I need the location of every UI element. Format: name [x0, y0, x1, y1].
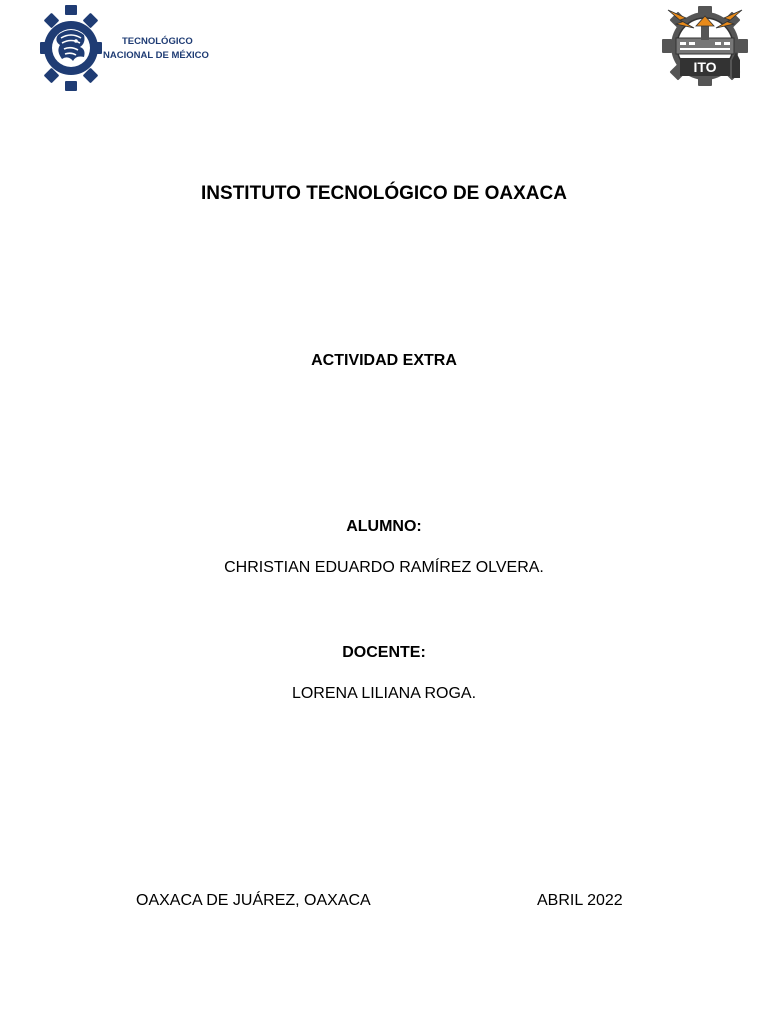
footer-place: OAXACA DE JUÁREZ, OAXACA [136, 892, 371, 909]
ito-logo [660, 4, 750, 90]
tecnm-logo-line2: NACIONAL DE MÉXICO [103, 50, 209, 61]
footer-date: ABRIL 2022 [537, 892, 623, 909]
institution-title: INSTITUTO TECNOLÓGICO DE OAXACA [201, 183, 567, 204]
teacher-label: DOCENTE: [342, 644, 426, 661]
ito-wordmark: ITO [693, 59, 717, 75]
activity-title: ACTIVIDAD EXTRA [311, 352, 457, 369]
tecnm-logo-line1: TECNOLÓGICO [122, 36, 193, 47]
teacher-name: LORENA LILIANA ROGA. [291, 685, 477, 702]
tecnm-gear-eagle-icon [40, 5, 102, 91]
tecnm-logo-text [103, 35, 209, 63]
tecnm-logo [40, 5, 220, 91]
student-label: ALUMNO: [346, 518, 422, 535]
ito-gear-lightning-icon [660, 4, 750, 90]
student-name: CHRISTIAN EDUARDO RAMÍREZ OLVERA. [224, 559, 544, 576]
